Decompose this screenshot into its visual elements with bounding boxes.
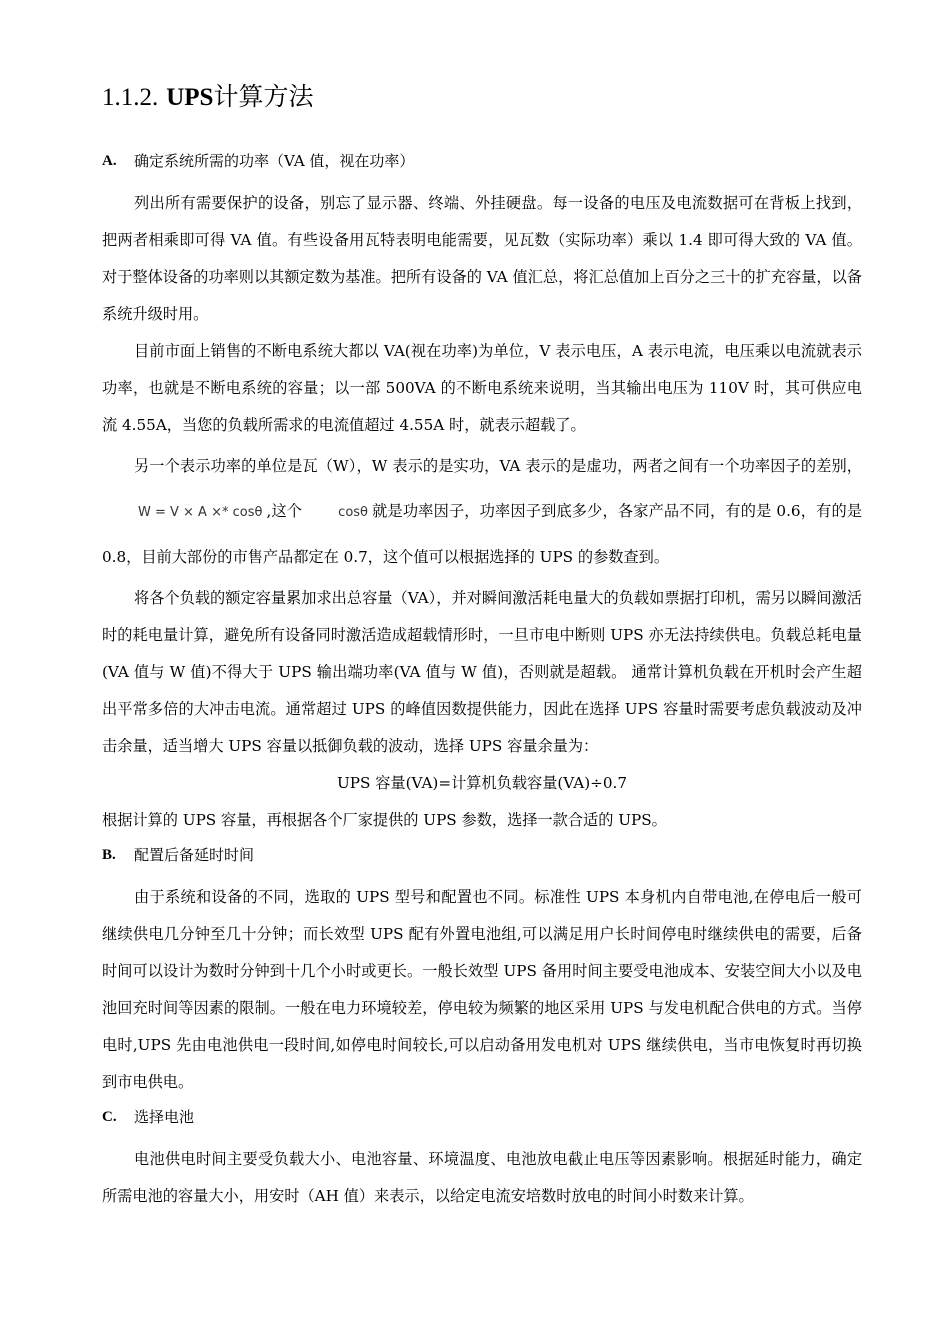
section-a-paragraph-5: 根据计算的 UPS 容量，再根据各个厂家提供的 UPS 参数，选择一款合适的 UPS。 [102, 810, 667, 829]
page-title [102, 82, 862, 113]
section-b-heading [102, 845, 862, 865]
section-c-heading [102, 1107, 862, 1127]
capacity-formula: UPS 容量(VA)=计算机负载容量(VA)÷0.7 [336, 773, 628, 792]
paragraph-3-text-1: 另一个表示功率的单位是瓦（W），W 表示的是实功，VA 表示的是虚功，两者之间有一个功率因子的差别， [134, 457, 862, 475]
paragraph-3-text-3: 就是功率因子，功率因子到底多少，各家产品不同，有的是 0.6，有的是 0.8，目前大部份的市售产品都定在 0.7，这个值可以根据选择的 UPS 的参数查到。 [102, 502, 863, 566]
section-a-paragraph-4: 将各个负载的额定容量累加求出总容量（VA），并对瞬间激活耗电量大的负载如票据打印机，需另以瞬间激活时的耗电量计算，避免所有设备同时激活造成超载情形时，一旦市电中断则 UPS 亦无法持续供电。负载总耗电量(VA 值与 W 值)不得大于 UPS 输出端功率(VA 值与 W 值)，否则就是超载。 通常计算机负载在开机时会产生超出平常多倍的大冲击电流。通常超过 UPS 的峰值因数提供能力，因此在选择 UPS 容量时需要考虑负载波动及冲击余量，适当增大 UPS 容量以抵御负载的波动，选择 UPS 容量余量为： [102, 588, 862, 755]
section-a-paragraph-1: 列出所有需要保护的设备，别忘了显示器、终端、外挂硬盘。每一设备的电压及电流数据可在背板上找到，把两者相乘即可得 VA 值。有些设备用瓦特表明电能需要，见瓦数（实际功率）乘以 1.4 即可得大致的 VA 值。对于整体设备的功率则以其额定数为基准。把所有设备的 VA 值汇总，将汇总值加上百分之三十的扩充容量，以备系统升级时用。 [102, 194, 862, 323]
heading-number: 1.1.2. [102, 84, 159, 111]
section-b-paragraph-1: 由于系统和设备的不同，选取的 UPS 型号和配置也不同。标准性 UPS 本身机内自带电池,在停电后一般可继续供电几分钟至几十分钟；而长效型 UPS 配有外置电池组,可以满足用户长时间停电时继续供电的需要，后备时间可以设计为数时分钟到十几个小时或更长。一般长效型 UPS 备用时间主要受电池成本、安装空间大小以及电池回充时间等因素的限制。一般在电力环境较差，停电较为频繁的地区采用 UPS 与发电机配合供电的方式。当停电时,UPS 先由电池供电一段时间,如停电时间较长,可以启动备用发电机对 UPS 继续供电，当市电恢复时再切换到市电供电。 [102, 887, 862, 1091]
cos-theta-formula: cosθ [338, 504, 368, 520]
section-c-title: 选择电池 [134, 1107, 195, 1126]
section-b-title: 配置后备延时时间 [134, 845, 255, 864]
section-a-paragraph-3 [102, 444, 862, 580]
paragraph-3-text-2: ,这个 [266, 502, 303, 520]
heading-bold: UPS [166, 84, 214, 111]
section-c-letter: C. [102, 1108, 117, 1125]
section-a-heading [102, 151, 862, 171]
power-formula: W = V × A ×* cosθ [138, 504, 263, 520]
section-c-paragraph-1: 电池供电时间主要受负载大小、电池容量、环境温度、电池放电截止电压等因素影响。根据延时能力，确定所需电池的容量大小，用安时（AH 值）来表示，以给定电流安培数时放电的时间小时数来计算。 [102, 1149, 862, 1205]
section-a-title: 确定系统所需的功率（VA 值，视在功率） [134, 152, 415, 170]
section-a-letter: A. [102, 153, 117, 169]
heading-rest: 计算方法 [213, 82, 314, 111]
section-b-letter: B. [102, 846, 116, 863]
section-a-paragraph-2: 目前市面上销售的不断电系统大都以 VA(视在功率)为单位，V 表示电压，A 表示电流，电压乘以电流就表示功率，也就是不断电系统的容量；以一部 500VA 的不断电系统来说明，当其输出电压为 110V 时，其可供应电流 4.55A，当您的负载所需求的电流值超过 4.55A 时，就表示超载了。 [102, 342, 862, 434]
